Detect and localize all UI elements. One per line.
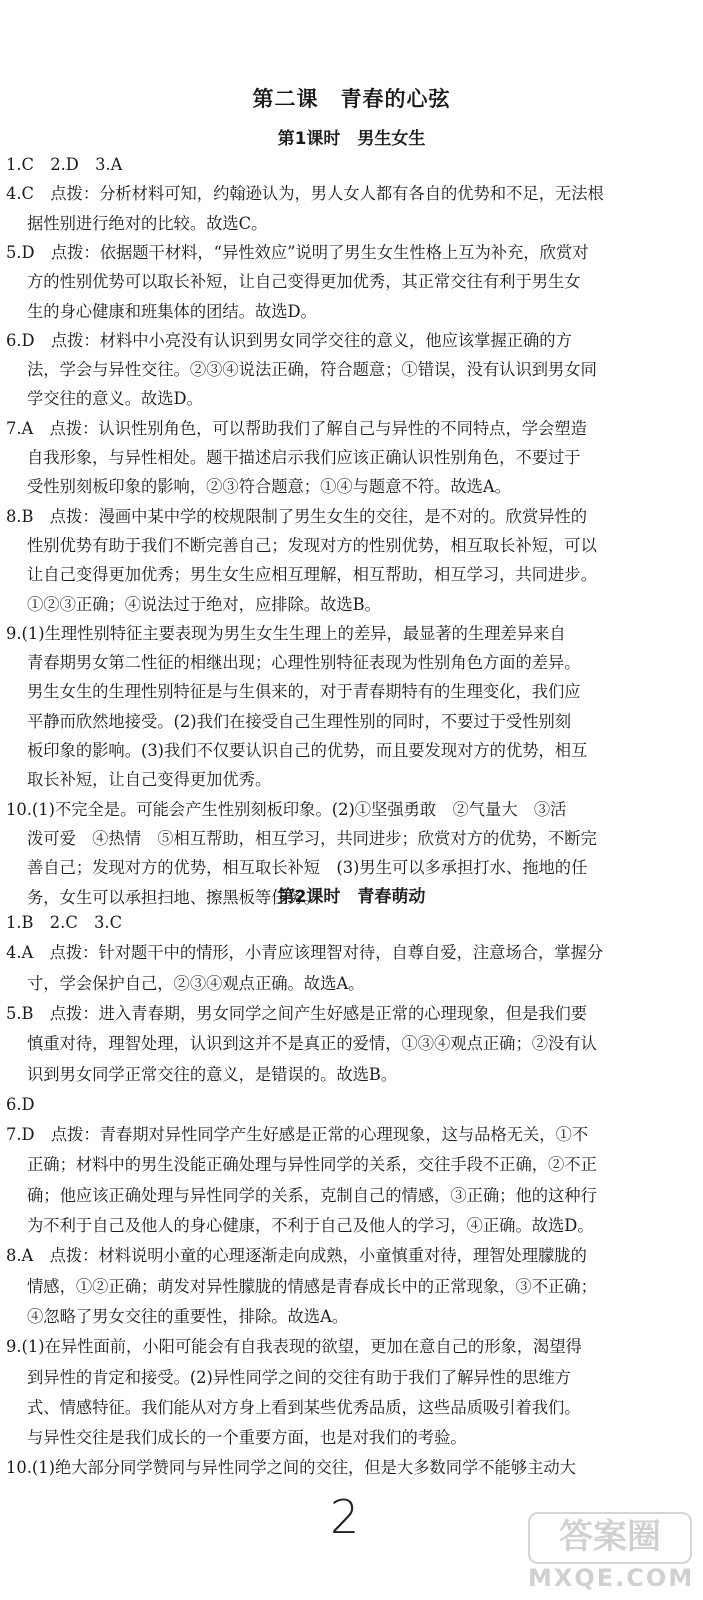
section-heading: 第1课时 男生女生 <box>277 129 426 149</box>
answer-line: 方的性别优势可以取长补短，让自己变得更加优秀，其正常交往有利于男生女 <box>27 272 581 292</box>
lesson-title: 第二课 青春的心弦 <box>252 87 451 111</box>
answer-line: 到异性的肯定和接受。(2)异性同学之间的交往有助于我们了解异性的思维方 <box>27 1367 572 1387</box>
answer-line: 学交往的意义。故选D。 <box>27 389 203 409</box>
answer-line: 7.A 点拨：认识性别角色，可以帮助我们了解自己与异性的不同特点，学会塑造 <box>6 418 587 438</box>
answer-line: 务，女生可以承担扫地、擦黑板等任务。 <box>27 887 321 907</box>
answer-line: 受性别刻板印象的影响，②③符合题意；①④与题意不符。故选A。 <box>27 477 511 497</box>
watermark-logo-text: 答案圈 <box>528 1512 692 1564</box>
watermark-site-text: MXQE.COM <box>528 1564 695 1592</box>
answer-line: 1.B 2.C 3.C <box>6 913 123 932</box>
answer-line: 性别优势有助于我们不断完善自己；发现对方的性别优势，相互取长补短，可以 <box>27 535 597 555</box>
answer-line: 10.(1)绝大部分同学赞同与异性同学之间的交往，但是大多数同学不能够主动大 <box>6 1458 576 1478</box>
answer-line: 5.B 点拨：进入青春期，男女同学之间产生好感是正常的心理现象，但是我们要 <box>6 1003 588 1023</box>
answer-line: 男生女生的生理性别特征是与生俱来的，对于青春期特有的生理变化，我们应 <box>27 682 581 702</box>
answer-line: 平静而欣然地接受。(2)我们在接受自己生理性别的同时，不要过于受性别刻 <box>27 711 572 731</box>
answer-line: 1.C 2.D 3.A <box>6 155 123 174</box>
answer-line: 自我形象，与异性相处。题干描述启示我们应该正确认识性别角色，不要过于 <box>27 448 581 467</box>
answer-line: 确；他应该正确处理与异性同学的关系，克制自己的情感，③正确；他的这种行 <box>27 1185 597 1205</box>
answer-line: 识到男女同学正常交往的意义，是错误的。故选B。 <box>27 1064 398 1084</box>
answer-line: 青春期男女第二性征的相继出现；心理性别特征表现为性别角色方面的差异。 <box>27 653 581 673</box>
answer-line: 式、情感特征。我们能从对方身上看到某些优秀品质，这些品质吸引着我们。 <box>27 1397 581 1417</box>
answer-line: 据性别进行绝对的比较。故选C。 <box>27 213 268 233</box>
answer-line: 善自己；发现对方的优势，相互取长补短 (3)男生可以多承担打水、拖地的任 <box>27 858 588 878</box>
answer-line: 8.B 点拨：漫画中某中学的校规限制了男生女生的交往，是不对的。欣赏异性的 <box>6 506 588 526</box>
answer-line: 9.(1)在异性面前，小阳可能会有自我表现的欲望，更加在意自己的形象，渴望得 <box>6 1337 582 1357</box>
answer-line: 7.D 点拨：青春期对异性同学产生好感是正常的心理现象，这与品格无关，①不 <box>6 1125 589 1145</box>
watermark-logo <box>528 1512 698 1592</box>
answer-line: 取长补短，让自己变得更加优秀。 <box>27 770 272 790</box>
answer-line: 正确；材料中的男生没能正确处理与异性同学的关系，交往手段不正确，②不正 <box>27 1155 597 1175</box>
answer-line: 让自己变得更加优秀；男生女生应相互理解，相互帮助，相互学习，共同进步。 <box>27 565 597 585</box>
answer-line: 为不利于自己及他人的身心健康，不利于自己及他人的学习，④正确。故选D。 <box>27 1216 594 1235</box>
answer-line: 慎重对待，理智处理，认识到这并不是真正的爱情，①③④观点正确；②没有认 <box>27 1034 597 1054</box>
answer-line: 生的身心健康和班集体的团结。故选D。 <box>27 301 317 321</box>
answer-line: 法，学会与异性交往。②③④说法正确，符合题意；①错误，没有认识到男女同 <box>27 360 597 380</box>
page-number: 2 <box>330 1490 360 1544</box>
answer-line: 泼可爱 ④热情 ⑤相互帮助，相互学习，共同进步；欣赏对方的优势，不断完 <box>27 828 597 848</box>
answer-line: 9.(1)生理性别特征主要表现为男生女生生理上的差异，最显著的生理差异来自 <box>6 623 566 643</box>
answer-line: 6.D 点拨：材料中小亮没有认识到男女同学交往的意义，他应该掌握正确的方 <box>6 330 572 350</box>
answer-line: 4.A 点拨：针对题干中的情形，小青应该理智对待，自尊自爱，注意场合，掌握分 <box>6 943 604 963</box>
section-heading: 第2课时 青春萌动 <box>277 887 426 907</box>
answer-line: 6.D <box>6 1094 35 1114</box>
answer-line: 与异性交往是我们成长的一个重要方面，也是对我们的考验。 <box>27 1428 467 1448</box>
answer-line: 板印象的影响。(3)我们不仅要认识自己的优势，而且要发现对方的优势，相互 <box>27 741 588 760</box>
answer-line: 寸，学会保护自己，②③④观点正确。故选A。 <box>27 973 365 993</box>
answer-line: ①②③正确；④说法过于绝对，应排除。故选B。 <box>27 594 381 614</box>
answer-line: ④忽略了男女交往的重要性，排除。故选A。 <box>27 1306 349 1326</box>
answer-line: 4.C 点拨：分析材料可知，约翰逊认为，男人女人都有各自的优势和不足，无法根 <box>6 184 604 204</box>
answer-line: 情感，①②正确；萌发对异性朦胧的情感是青春成长中的正常现象，③不正确； <box>27 1276 597 1296</box>
answer-line: 10.(1)不完全是。可能会产生性别刻板印象。(2)①坚强勇敢 ②气量大 ③活 <box>6 799 567 819</box>
answer-line: 5.D 点拨：依据题干材料，“异性效应”说明了男生女生性格上互为补充，欣赏对 <box>6 242 589 262</box>
answer-line: 8.A 点拨：材料说明小童的心理逐渐走向成熟，小童慎重对待，理智处理朦胧的 <box>6 1246 587 1266</box>
